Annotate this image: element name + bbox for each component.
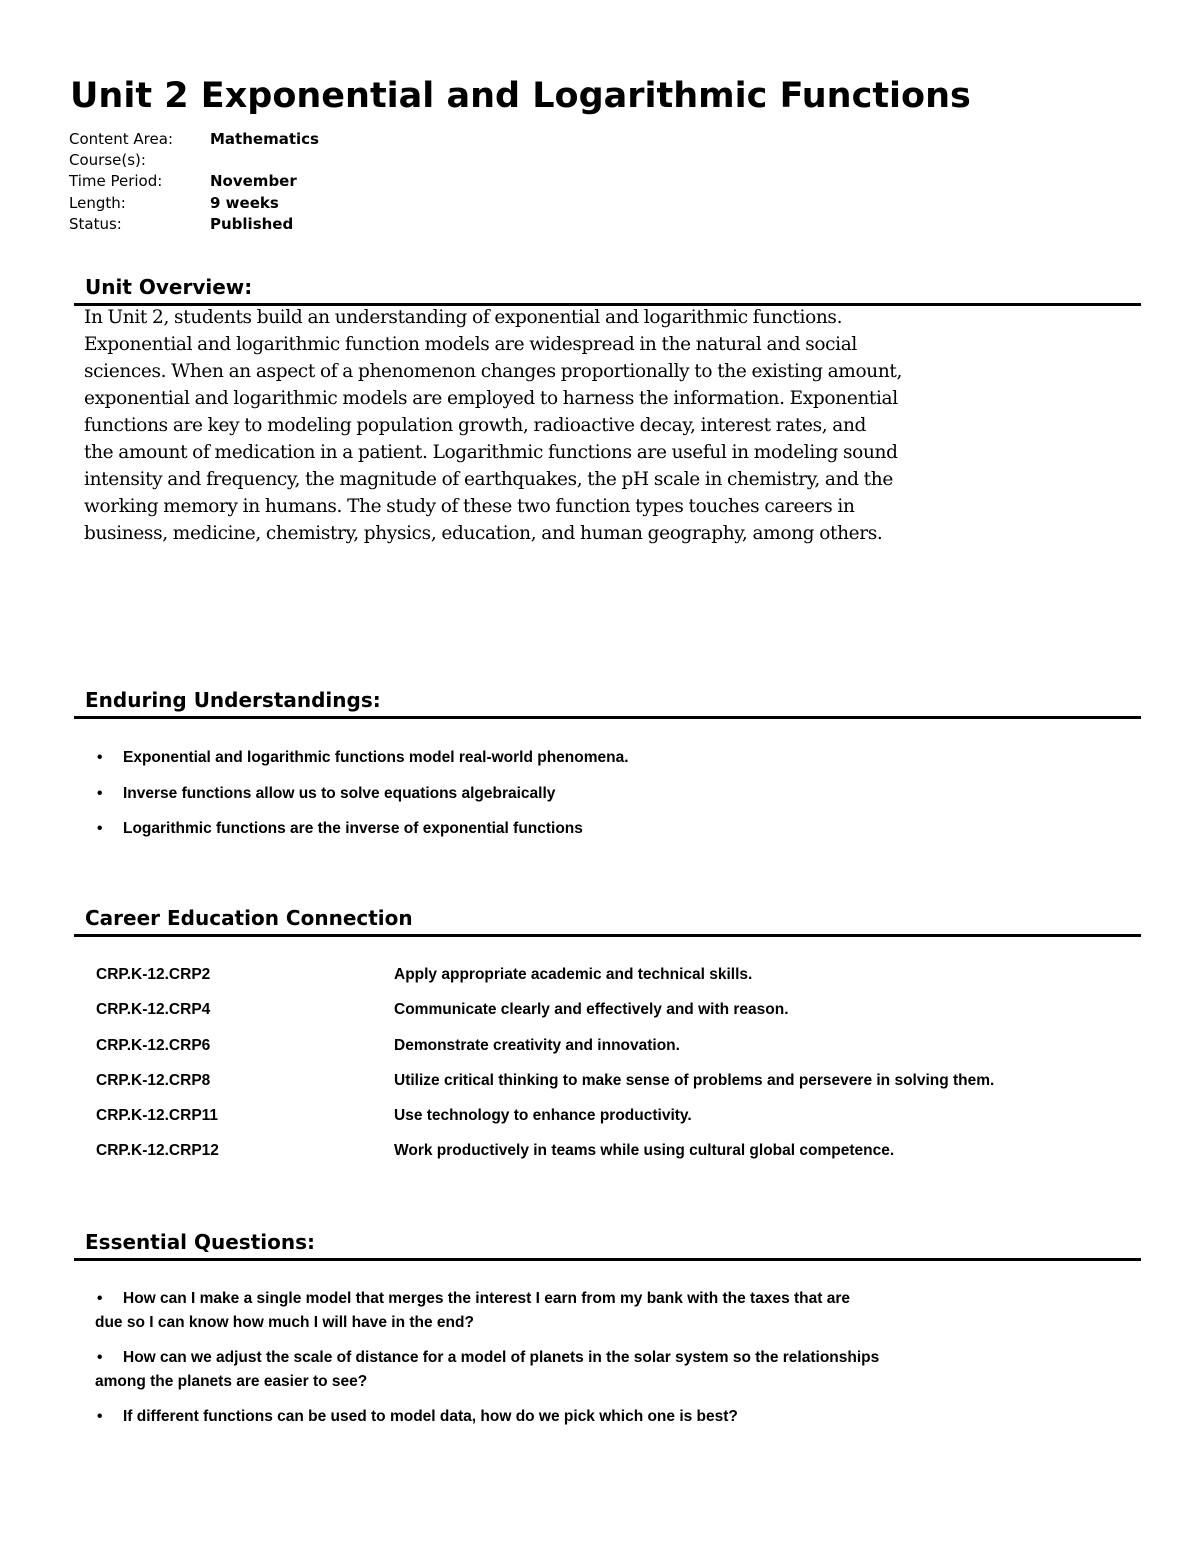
list-item-text: Inverse functions allow us to solve equations algebraically [123, 784, 556, 802]
career-standards-table [96, 962, 994, 1174]
list-item-text: Logarithmic functions are the inverse of exponential functions [123, 820, 583, 837]
table-row [96, 997, 994, 1032]
enduring-understandings-list [95, 746, 629, 853]
overview-line: working memory in humans. The study of these two function types touches careers in [84, 496, 855, 517]
table-row [96, 962, 994, 997]
section-heading-enduring-understandings [74, 690, 1141, 719]
table-row [96, 1138, 994, 1173]
meta-label: Course(s): [69, 151, 146, 170]
bullet-icon: • [97, 820, 103, 837]
section-heading-unit-overview [74, 277, 1141, 306]
overview-line: intensity and frequency, the magnitude of earthquakes, the pH scale in chemistry, and the [84, 469, 893, 490]
list-item [95, 817, 629, 853]
page-title: Unit 2 Exponential and Logarithmic Functions [70, 76, 971, 116]
overview-line: exponential and logarithmic models are employed to harness the information. Exponential [84, 388, 898, 409]
question-first-line [95, 1346, 879, 1370]
bullet-icon: • [97, 1349, 103, 1366]
question-continuation: among the planets are easier to see? [95, 1373, 368, 1390]
standard-code: CRP.K-12.CRP6 [96, 1036, 211, 1054]
overview-line: sciences. When an aspect of a phenomenon changes proportionally to the existing amount, [84, 361, 903, 382]
standard-text: Demonstrate creativity and innovation. [394, 1036, 680, 1054]
question-continuation: due so I can know how much I will have in the end? [95, 1314, 474, 1331]
section-heading-text: Enduring Understandings: [85, 688, 381, 712]
section-heading-career-education [74, 908, 1141, 937]
standard-text: Use technology to enhance productivity. [394, 1107, 692, 1125]
meta-label: Content Area: [69, 130, 173, 148]
table-row [96, 1068, 994, 1103]
standard-text: Work productively in teams while using cultural global competence. [394, 1142, 895, 1160]
meta-row-courses [69, 150, 319, 171]
overview-line: business, medicine, chemistry, physics, education, and human geography, among others. [84, 523, 883, 544]
bullet-icon: • [97, 784, 103, 802]
question-text: How can we adjust the scale of distance for a model of planets in the solar system so the relationships [123, 1349, 880, 1366]
meta-row-status [69, 214, 319, 235]
standard-code: CRP.K-12.CRP2 [96, 966, 211, 983]
overview-line: In Unit 2, students build an understanding of exponential and logarithmic functions. [84, 307, 843, 328]
overview-line: the amount of medication in a patient. Logarithmic functions are useful in modeling sound [84, 442, 898, 463]
standard-code: CRP.K-12.CRP12 [96, 1142, 219, 1160]
meta-value: Published [210, 214, 294, 233]
table-row [96, 1033, 994, 1068]
unit-metadata [69, 129, 319, 235]
meta-value: 9 weeks [210, 193, 279, 212]
section-heading-text: Career Education Connection [85, 906, 413, 930]
unit-overview-paragraph [84, 304, 954, 547]
standard-code: CRP.K-12.CRP4 [96, 1001, 211, 1019]
overview-line: functions are key to modeling population growth, radioactive decay, interest rates, and [84, 415, 867, 436]
meta-value: November [210, 172, 297, 191]
meta-row-length [69, 193, 319, 214]
overview-line: Exponential and logarithmic function models are widespread in the natural and social [84, 334, 857, 355]
bullet-icon: • [97, 749, 103, 766]
section-heading-text: Unit Overview: [85, 275, 253, 299]
standard-code: CRP.K-12.CRP11 [96, 1107, 219, 1125]
list-item [95, 1346, 879, 1394]
question-first-line [95, 1405, 879, 1429]
standard-text: Utilize critical thinking to make sense of problems and persevere in solving them. [394, 1071, 995, 1089]
bullet-icon: • [97, 1408, 103, 1425]
meta-value: Mathematics [210, 130, 319, 148]
list-item [95, 1287, 879, 1335]
list-item [95, 1405, 879, 1429]
question-text: If different functions can be used to model data, how do we pick which one is best? [123, 1408, 738, 1425]
standard-code: CRP.K-12.CRP8 [96, 1071, 211, 1089]
meta-row-time-period [69, 171, 319, 192]
question-first-line [95, 1287, 879, 1311]
standard-text: Apply appropriate academic and technical skills. [394, 966, 753, 983]
standard-text: Communicate clearly and effectively and with reason. [394, 1001, 789, 1019]
table-row [96, 1103, 994, 1138]
meta-label: Status: [69, 214, 122, 233]
bullet-icon: • [97, 1290, 103, 1307]
list-item [95, 746, 629, 782]
meta-label: Time Period: [69, 172, 163, 191]
meta-row-content-area [69, 129, 319, 150]
section-heading-text: Essential Questions: [85, 1230, 316, 1254]
essential-questions-list [95, 1287, 879, 1440]
list-item [95, 782, 629, 818]
question-text: How can I make a single model that merges the interest I earn from my bank with the taxes that are [123, 1290, 850, 1307]
section-heading-essential-questions [74, 1232, 1141, 1261]
list-item-text: Exponential and logarithmic functions model real-world phenomena. [123, 749, 629, 766]
meta-label: Length: [69, 193, 126, 212]
